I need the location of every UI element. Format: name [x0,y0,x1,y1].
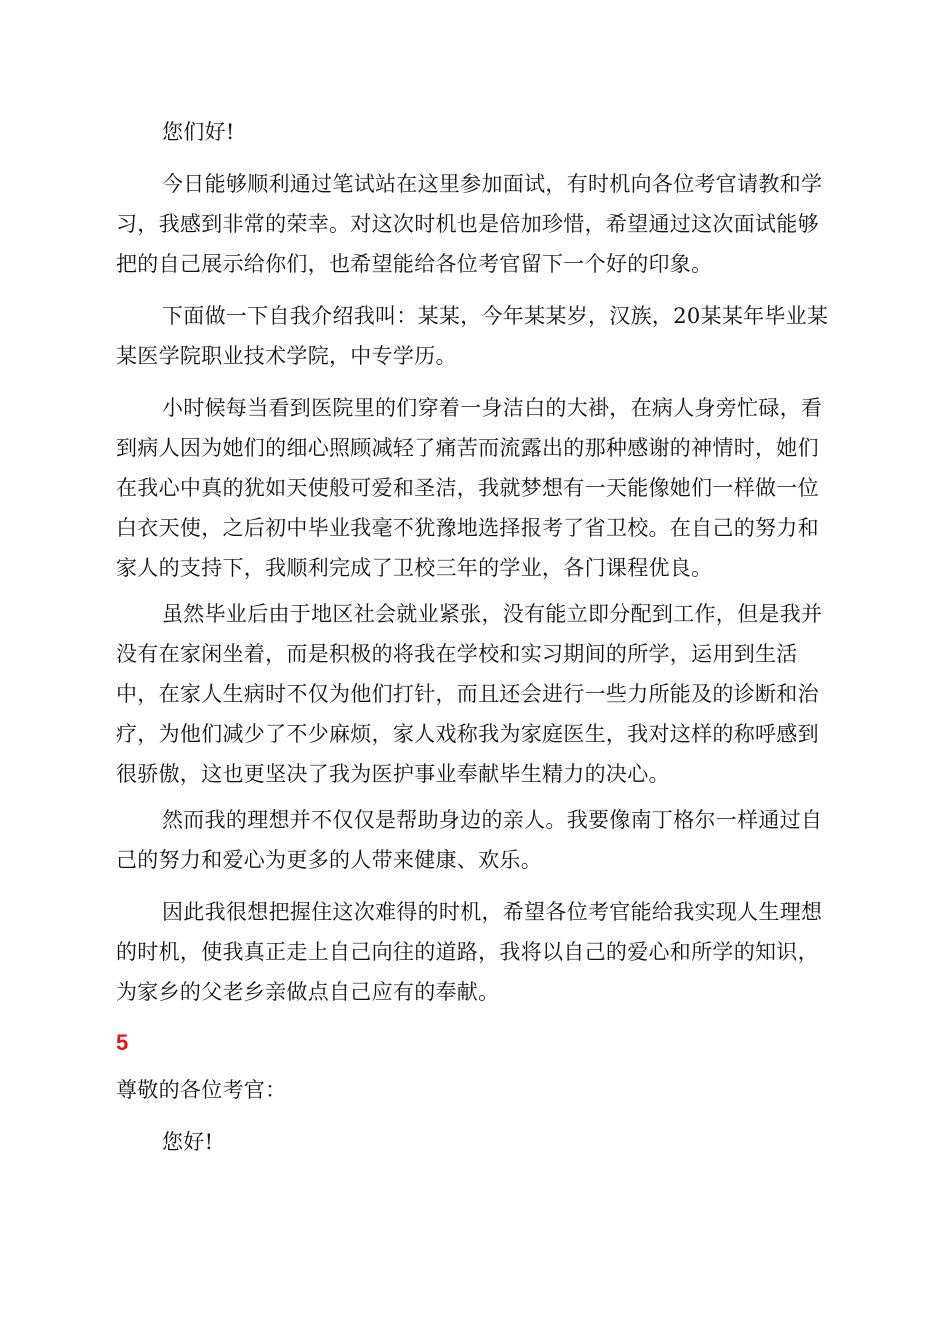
salutation: 尊敬的各位考官： [116,1078,287,1102]
paragraph-3: 小时候每当看到医院里的们穿着一身洁白的大褂，在病人身旁忙碌，看到病人因为她们的细心照顾减轻了痛苦而流露出的那种感谢的神情时，她们在我心中真的犹如天使般可爱和圣洁，我就梦想有一天能像她们一样做一位白衣天使，之后初中毕业我毫不犹豫地选择报考了省卫校。在自己的努力和家人的支持下，我顺利完成了卫校三年的学业，各门课程优良。 [116,396,823,580]
greeting: 您们好! [162,120,235,144]
paragraph-6: 因此我很想把握住这次难得的时机，希望各位考官能给我实现人生理想的时机，使我真正走上自己向往的道路，我将以自己的爱心和所学的知识，为家乡的父老乡亲做点自己应有的奉献。 [116,900,823,1004]
greeting-2: 您好! [162,1130,214,1154]
paragraph-4: 虽然毕业后由于地区社会就业紧张，没有能立即分配到工作，但是我并没有在家闲坐着，而是积极的将我在学校和实习期间的所学，运用到生活中，在家人生病时不仅为他们打针，而且还会进行一些力所能及的诊断和治疗，为他们减少了不少麻烦，家人戏称我为家庭医生，我对这样的称呼感到很骄傲，这也更坚决了我为医护事业奉献毕生精力的决心。 [116,602,823,786]
paragraph-1: 今日能够顺利通过笔试站在这里参加面试，有时机向各位考官请教和学习，我感到非常的荣幸。对这次时机也是倍加珍惜，希望通过这次面试能够把的自己展示给你们，也希望能给各位考官留下一个好的印象。 [116,172,823,276]
section-number: 5 [116,1030,129,1055]
paragraph-2: 下面做一下自我介绍我叫：某某，今年某某岁，汉族，20某某年毕业某某医学院职业技术学院，中专学历。 [116,304,829,368]
paragraph-5: 然而我的理想并不仅仅是帮助身边的亲人。我要像南丁格尔一样通过自己的努力和爱心为更多的人带来健康、欢乐。 [116,808,823,872]
